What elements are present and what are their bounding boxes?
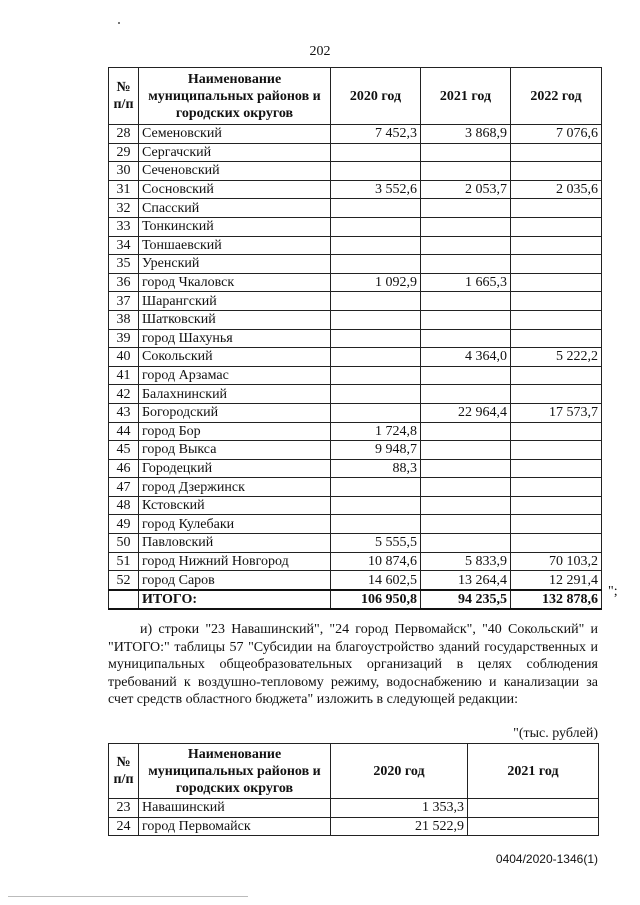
amount-cell [421, 534, 511, 553]
amount-cell [421, 199, 511, 218]
table-row [109, 199, 602, 218]
municipality-name: город Дзержинск [139, 478, 331, 497]
amount-cell [421, 441, 511, 460]
amount-cell [511, 441, 602, 460]
document-code: 0404/2020-1346(1) [495, 852, 598, 866]
amount-cell [511, 273, 602, 292]
row-number: 48 [109, 496, 139, 515]
amount-cell [421, 292, 511, 311]
amount-cell: 1 724,8 [331, 422, 421, 441]
municipality-name: Павловский [139, 534, 331, 553]
amount-cell: 4 364,0 [421, 348, 511, 367]
total-row [109, 590, 602, 610]
table-row [109, 799, 599, 818]
replacement-table [108, 743, 599, 836]
amount-cell: 13 264,4 [421, 571, 511, 590]
municipality-name: город Первомайск [139, 817, 331, 836]
page-number: 202 [309, 44, 331, 59]
amount-cell: 14 602,5 [331, 571, 421, 590]
total-amount: 106 950,8 [331, 590, 421, 610]
amount-cell [468, 817, 599, 836]
header-2022: 2022 год [511, 68, 602, 125]
amount-cell [421, 329, 511, 348]
total-amount: 94 235,5 [421, 590, 511, 610]
municipality-name: Уренский [139, 255, 331, 274]
municipality-name: город Выкса [139, 441, 331, 460]
amount-cell [511, 199, 602, 218]
row-number: 31 [109, 180, 139, 199]
row-number: 46 [109, 459, 139, 478]
amount-cell [331, 199, 421, 218]
row-number: 33 [109, 217, 139, 236]
municipality-name: город Чкаловск [139, 273, 331, 292]
amount-cell [421, 255, 511, 274]
amount-cell: 1 353,3 [331, 799, 468, 818]
amount-cell: 10 874,6 [331, 552, 421, 571]
table-row [109, 441, 602, 460]
amount-cell [511, 292, 602, 311]
table-body [109, 125, 602, 610]
header-2021: 2021 год [421, 68, 511, 125]
table-row [109, 273, 602, 292]
header-number: № п/п [109, 68, 139, 125]
row-number: 47 [109, 478, 139, 497]
amount-cell [331, 478, 421, 497]
subsidy-table [108, 67, 602, 610]
amount-cell: 9 948,7 [331, 441, 421, 460]
amount-cell: 21 522,9 [331, 817, 468, 836]
amount-cell [511, 496, 602, 515]
municipality-name: Сосновский [139, 180, 331, 199]
table-row [109, 180, 602, 199]
amount-cell: 12 291,4 [511, 571, 602, 590]
table-row [109, 478, 602, 497]
row-number: 23 [109, 799, 139, 818]
municipality-name: Тонкинский [139, 217, 331, 236]
amount-cell [331, 348, 421, 367]
row-number: 39 [109, 329, 139, 348]
amount-cell [331, 310, 421, 329]
amount-cell: 70 103,2 [511, 552, 602, 571]
total-number [109, 590, 139, 610]
amount-cell: 3 868,9 [421, 125, 511, 144]
table-row [109, 817, 599, 836]
table-header-row [109, 68, 602, 125]
table-row [109, 534, 602, 553]
amount-cell [331, 329, 421, 348]
table-row [109, 515, 602, 534]
table-row [109, 552, 602, 571]
amount-cell: 5 222,2 [511, 348, 602, 367]
amount-cell [331, 385, 421, 404]
row-number: 41 [109, 366, 139, 385]
amount-cell [511, 478, 602, 497]
row-number: 43 [109, 403, 139, 422]
amount-cell [421, 310, 511, 329]
row-number: 30 [109, 162, 139, 181]
municipality-name: город Арзамас [139, 366, 331, 385]
amount-cell [331, 236, 421, 255]
municipality-name: Балахнинский [139, 385, 331, 404]
total-amount: 132 878,6 [511, 590, 602, 610]
amount-cell [511, 534, 602, 553]
amount-cell [331, 143, 421, 162]
municipality-name: город Шахунья [139, 329, 331, 348]
table-row [109, 310, 602, 329]
amount-cell [421, 496, 511, 515]
municipality-name: Навашинский [139, 799, 331, 818]
row-number: 40 [109, 348, 139, 367]
amount-cell [421, 162, 511, 181]
row-number: 44 [109, 422, 139, 441]
amount-cell [511, 459, 602, 478]
amount-cell [511, 310, 602, 329]
row-number: 45 [109, 441, 139, 460]
table-row [109, 366, 602, 385]
header-2020: 2020 год [331, 744, 468, 799]
municipality-name: Семеновский [139, 125, 331, 144]
table-row [109, 385, 602, 404]
municipality-name: Спасский [139, 199, 331, 218]
municipality-name: город Саров [139, 571, 331, 590]
row-number: 50 [109, 534, 139, 553]
total-label: ИТОГО: [139, 590, 331, 610]
amount-cell [421, 459, 511, 478]
row-number: 32 [109, 199, 139, 218]
amount-cell [511, 162, 602, 181]
table-row [109, 348, 602, 367]
scan-speck [118, 22, 120, 24]
row-number: 28 [109, 125, 139, 144]
units-label: "(тыс. рублей) [513, 726, 598, 741]
table-row [109, 292, 602, 311]
row-number: 38 [109, 310, 139, 329]
table-row [109, 571, 602, 590]
amount-cell [511, 217, 602, 236]
amount-cell [331, 255, 421, 274]
amount-cell [511, 329, 602, 348]
municipality-name: город Бор [139, 422, 331, 441]
table-body [109, 799, 599, 836]
amount-cell [331, 292, 421, 311]
amount-cell [331, 162, 421, 181]
row-number: 37 [109, 292, 139, 311]
amount-cell [511, 255, 602, 274]
municipality-name: Городецкий [139, 459, 331, 478]
municipality-name: Шатковский [139, 310, 331, 329]
amount-cell: 1 665,3 [421, 273, 511, 292]
amount-cell [421, 422, 511, 441]
amount-cell: 3 552,6 [331, 180, 421, 199]
municipality-name: Сокольский [139, 348, 331, 367]
municipality-name: Богородский [139, 403, 331, 422]
row-number: 36 [109, 273, 139, 292]
amount-cell: 7 076,6 [511, 125, 602, 144]
table-row [109, 217, 602, 236]
amount-cell: 2 035,6 [511, 180, 602, 199]
scan-speck [8, 896, 248, 897]
amount-cell: 5 833,9 [421, 552, 511, 571]
table-row [109, 403, 602, 422]
amount-cell [511, 385, 602, 404]
amount-cell [511, 236, 602, 255]
amount-cell [421, 515, 511, 534]
row-number: 24 [109, 817, 139, 836]
header-name: Наименование муниципальных районов и городских округов [139, 68, 331, 125]
municipality-name: город Кулебаки [139, 515, 331, 534]
header-number: № п/п [109, 744, 139, 799]
amount-cell [511, 422, 602, 441]
header-2021: 2021 год [468, 744, 599, 799]
amount-cell: 7 452,3 [331, 125, 421, 144]
row-number: 29 [109, 143, 139, 162]
table-header-row [109, 744, 599, 799]
header-name: Наименование муниципальных районов и городских округов [139, 744, 331, 799]
table-row [109, 162, 602, 181]
amount-cell [421, 366, 511, 385]
amendment-paragraph: и) строки "23 Навашинский", "24 город Первомайск", "40 Сокольский" и "ИТОГО:" таблицы 57 "Субсидии на благоустройство зданий государственных и муниципальных общеобразовательных организаций в целях соблюдения требований к воздушно-тепловому режиму, водоснабжению и канализации за счет средств областного бюджета" изложить в следующей редакции: [108, 622, 598, 707]
amount-cell [511, 366, 602, 385]
amount-cell [421, 478, 511, 497]
municipality-name: Кстовский [139, 496, 331, 515]
amount-cell [421, 143, 511, 162]
row-number: 35 [109, 255, 139, 274]
amount-cell [468, 799, 599, 818]
amount-cell: 2 053,7 [421, 180, 511, 199]
table-row [109, 143, 602, 162]
amount-cell: 5 555,5 [331, 534, 421, 553]
table-row [109, 255, 602, 274]
amount-cell [421, 385, 511, 404]
municipality-name: город Нижний Новгород [139, 552, 331, 571]
table-row [109, 422, 602, 441]
amount-cell [331, 366, 421, 385]
municipality-name: Тоншаевский [139, 236, 331, 255]
table-row [109, 459, 602, 478]
table-row [109, 329, 602, 348]
table-row [109, 236, 602, 255]
amount-cell [331, 403, 421, 422]
row-number: 52 [109, 571, 139, 590]
row-number: 49 [109, 515, 139, 534]
municipality-name: Сергачский [139, 143, 331, 162]
row-number: 34 [109, 236, 139, 255]
amount-cell: 1 092,9 [331, 273, 421, 292]
row-number: 42 [109, 385, 139, 404]
amount-cell: 22 964,4 [421, 403, 511, 422]
amount-cell [331, 496, 421, 515]
amount-cell [331, 515, 421, 534]
amount-cell: 88,3 [331, 459, 421, 478]
amount-cell [511, 515, 602, 534]
amount-cell [331, 217, 421, 236]
table-row [109, 496, 602, 515]
amount-cell [421, 217, 511, 236]
row-number: 51 [109, 552, 139, 571]
amount-cell [421, 236, 511, 255]
table-row [109, 125, 602, 144]
amount-cell [511, 143, 602, 162]
header-2020: 2020 год [331, 68, 421, 125]
closing-quote: "; [608, 584, 618, 599]
amount-cell: 17 573,7 [511, 403, 602, 422]
municipality-name: Сеченовский [139, 162, 331, 181]
municipality-name: Шарангский [139, 292, 331, 311]
